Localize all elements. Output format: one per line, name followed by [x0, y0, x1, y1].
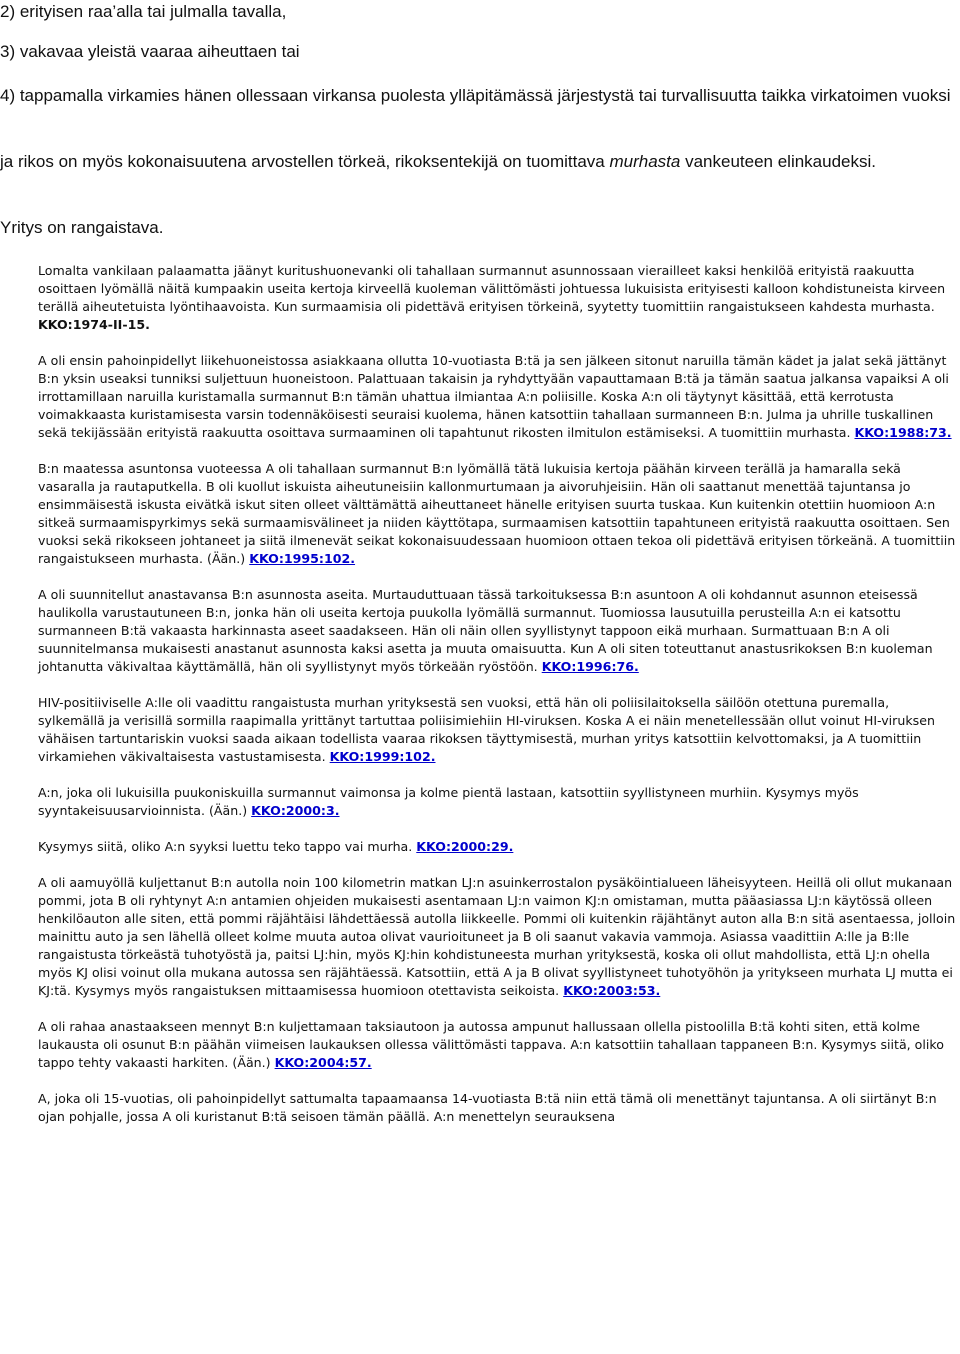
- case-summary: [38, 1018, 956, 1072]
- case-reference-link[interactable]: KKO:1995:102.: [249, 551, 356, 566]
- case-summary: [38, 784, 956, 820]
- case-reference-link[interactable]: KKO:2004:57.: [274, 1055, 372, 1070]
- case-text: A oli rahaa anastaakseen mennyt B:n kuljettamaan taksiautoon ja autossa ampunut hallussaan ollella pistoolilla B:tä kohti siten, että kolme laukausta oli osunut B:n päähän viimeisen laukauksen ollessa välittömästi tappava. A:n katsottiin tahallaan tappaneen B:n. Kysymys siitä, oliko tappo tehty vakaasti harkiten. (Ään.): [38, 1019, 944, 1070]
- case-reference-link[interactable]: KKO:2000:3.: [251, 803, 340, 818]
- conclusion-text-after: vankeuteen elinkaudeksi.: [680, 152, 876, 171]
- case-text: A oli aamuyöllä kuljettanut B:n autolla noin 100 kilometrin matkan LJ:n asuinkerrostalon pysäköintialueen läheisyyteen. Heillä oli ollut mukanaan pommi, jota B oli ryhtynyt A:n antamien ohjeiden mukaisesti asentamaan LJ:n vaimon KJ:n omistaman, mutta pääasiassa LJ:n käytössä olleen henkilöauton alle siten, että pommi räjähtäisi lähdettäessä autolla liikkeelle. Pommi oli kuitenkin räjähtänyt auton alla B:n sitä asentaessa, jolloin mainittu auto ja sen lähellä olleet kolme muuta autoa olivat vaurioituneet ja B oli saanut vakavia vammoja. Asiassa vaadittiin A:lle ja B:lle rangaistusta törkeästä tuhotyöstä ja, paitsi LJ:hin, myös KJ:hin kohdistuneesta murhan yrityksestä, koska oli ollut mahdollista, että LJ:n ohella myös KJ olisi voinut olla mukana autossa sen räjähtäessä. Katsottiin, että A ja B olivat syyllistyneet tuhotyöhön ja yritykseen murhata LJ mutta ei KJ:tä. Kysymys myös rangaistuksen mittaamisessa huomioon otettavista seikoista.: [38, 875, 956, 998]
- case-reference-link[interactable]: KKO:2000:29.: [416, 839, 514, 854]
- case-summary: [38, 694, 956, 766]
- case-reference-link[interactable]: KKO:2003:53.: [563, 983, 661, 998]
- case-text: HIV-positiiviselle A:lle oli vaadittu rangaistusta murhan yrityksestä sen vuoksi, että hän oli poliisilaitoksella säilöön otettuna puremalla, sylkemällä ja verisillä sormilla raapimalla yrittänyt tartuttaa poliisimiehiin HI-viruksen. Koska A ei näin menetellessään ollut voinut HI-viruksen vähäisen tartuntariskin vuoksi saada aikaan todellista vaaraa rikoksen täyttymisestä, murhan yritys katsottiin kelvottomaksi, ja A tuomittiin virkamiehen väkivaltaisesta vastustamisesta.: [38, 695, 935, 764]
- case-summary: [38, 262, 956, 334]
- statute-item-3: 3) vakavaa yleistä vaaraa aiheuttaen tai: [0, 42, 300, 61]
- case-text: A oli suunnitellut anastavansa B:n asunnosta aseita. Murtauduttuaan tässä tarkoituksessa B:n asuntoon A oli kohdannut asunnon eteisessä haulikolla varustautuneen B:n, jonka hän oli useita kertoja puukolla lyömällä surmannut. Tuomiossa lausutuilla perusteilla A:n ei katsottu surmanneen B:tä vakaasta harkinnasta aseet saadakseen. Hän oli näin ollen syyllistynyt tappoon eikä murhaan. Surmattuaan B:n A oli suunnitelmansa mukaisesti anastanut asunnosta kaksi asetta ja muuta omaisuutta. Kun A oli siten toteuttanut anastusrikoksen B:n kuoleman johtanutta väkivaltaa käyttämällä, hän oli syyllistynyt myös törkeään ryöstöön.: [38, 587, 933, 674]
- case-text: B:n maatessa asuntonsa vuoteessa A oli tahallaan surmannut B:n lyömällä tätä lukuisia kertoja päähän kirveen terällä ja hamaralla sekä vasaralla ja rautaputkella. B oli kuollut iskuista aiheutuneisiin kallonmurtumaan ja aivoruhjeisiin. Hän oli saattanut menettää tajuntansa jo ensimmäisestä iskusta eivätkä iskut siten olleet välttämättä aiheuttaneet hänelle erityisen suurta tuskaa. Kun kuitenkin otettiin huomioon A:n sitkeä surmaamispyrkimys sekä surmaamisvälineet ja niiden käyttötapa, surmaamisen katsottiin tapahtuneen erityistä raakuutta osoittaen. Sen vuoksi sekä rikokseen johtaneet ja siitä ilmenevät seikat kokonaisuudessaan huomioon ottaen tekoa oli pidettävä erityisen törkeänä. A tuomittiin rangaistukseen murhasta. (Ään.): [38, 461, 956, 566]
- case-reference-link[interactable]: KKO:1988:73.: [854, 425, 952, 440]
- conclusion-emphasis: murhasta: [609, 152, 681, 171]
- statute-item-4: 4) tappamalla virkamies hänen ollessaan virkansa puolesta ylläpitämässä järjestystä tai turvallisuutta taikka virkatoimen vuoksi: [0, 86, 951, 105]
- conclusion-text-before: ja rikos on myös kokonaisuutena arvostellen törkeä, rikoksentekijä on tuomittava: [0, 152, 610, 171]
- case-reference: KKO:1974-II-15.: [38, 317, 150, 332]
- case-text: Lomalta vankilaan palaamatta jäänyt kuritushuonevanki oli tahallaan surmannut asunnossaan vierailleet kaksi henkilöä erityistä raakuutta osoittaen lyömällä näitä kumpaakin useita kertoja kirveellä kuoleman välittömästi johtuessa lukuisista erityisesti kalloon kohdistuneista kirveen terällä aiheutetuista lyöntihaavoista. Kun surmaamisia oli pidettävä erityisen törkeinä, syytetty tuomittiin rangaistukseen kahdesta murhasta.: [38, 263, 946, 314]
- case-reference-link[interactable]: KKO:1999:102.: [329, 749, 436, 764]
- case-reference-link[interactable]: KKO:1996:76.: [541, 659, 639, 674]
- statute-attempt: Yritys on rangaistava.: [0, 218, 164, 237]
- case-summary: [38, 838, 956, 856]
- case-text: A, joka oli 15-vuotias, oli pahoinpidellyt sattumalta tapaamaansa 14-vuotiasta B:tä niin että tämä oli menettänyt tajuntansa. A oli siirtänyt B:n ojan pohjalle, jossa A oli kuristanut B:tä seisoen tämän päällä. A:n menettelyn seurauksena: [38, 1091, 937, 1124]
- case-summary: [38, 460, 956, 568]
- case-list: [38, 262, 956, 1144]
- case-summary: [38, 874, 956, 1000]
- case-text: A:n, joka oli lukuisilla puukoniskuilla surmannut vaimonsa ja kolme pientä lastaan, katsottiin syyllistyneen murhiin. Kysymys myös syyntakeisuusarvioinnista. (Ään.): [38, 785, 859, 818]
- case-summary: [38, 1090, 956, 1126]
- statute-item-2: 2) erityisen raa’alla tai julmalla tavalla,: [0, 2, 287, 21]
- case-text: Kysymys siitä, oliko A:n syyksi luettu teko tappo vai murha.: [38, 839, 417, 854]
- case-summary: [38, 586, 956, 676]
- statute-conclusion: [0, 150, 952, 174]
- case-summary: [38, 352, 956, 442]
- case-text: A oli ensin pahoinpidellyt liikehuoneistossa asiakkaana ollutta 10-vuotiasta B:tä ja sen jälkeen sitonut naruilla tämän kädet ja jalat sekä jättänyt B:n yksin useaksi tunniksi suljettuun huoneistoon. Palattuaan takaisin ja ryhdyttyään vapauttamaan B:tä ja tämän saatua jalkansa vapaiksi A oli irrottamillaan naruilla kuristamalla surmannut B:n tämän uhattua ilmiantaa A:n poliisille. Koska A:n oli täytynyt käsittää, että kerrotusta voimakkaasta kuristamisesta varsin todennäköisesti seuraisi kuolema, hänen katsottiin tahallaan surmanneen B:n. Julma ja uhrille tuskallinen sekä tekijässään erityistä raakuutta osoittava surmaaminen oli tapahtunut rikosten ilmitulon estämiseksi. A tuomittiin murhasta.: [38, 353, 949, 440]
